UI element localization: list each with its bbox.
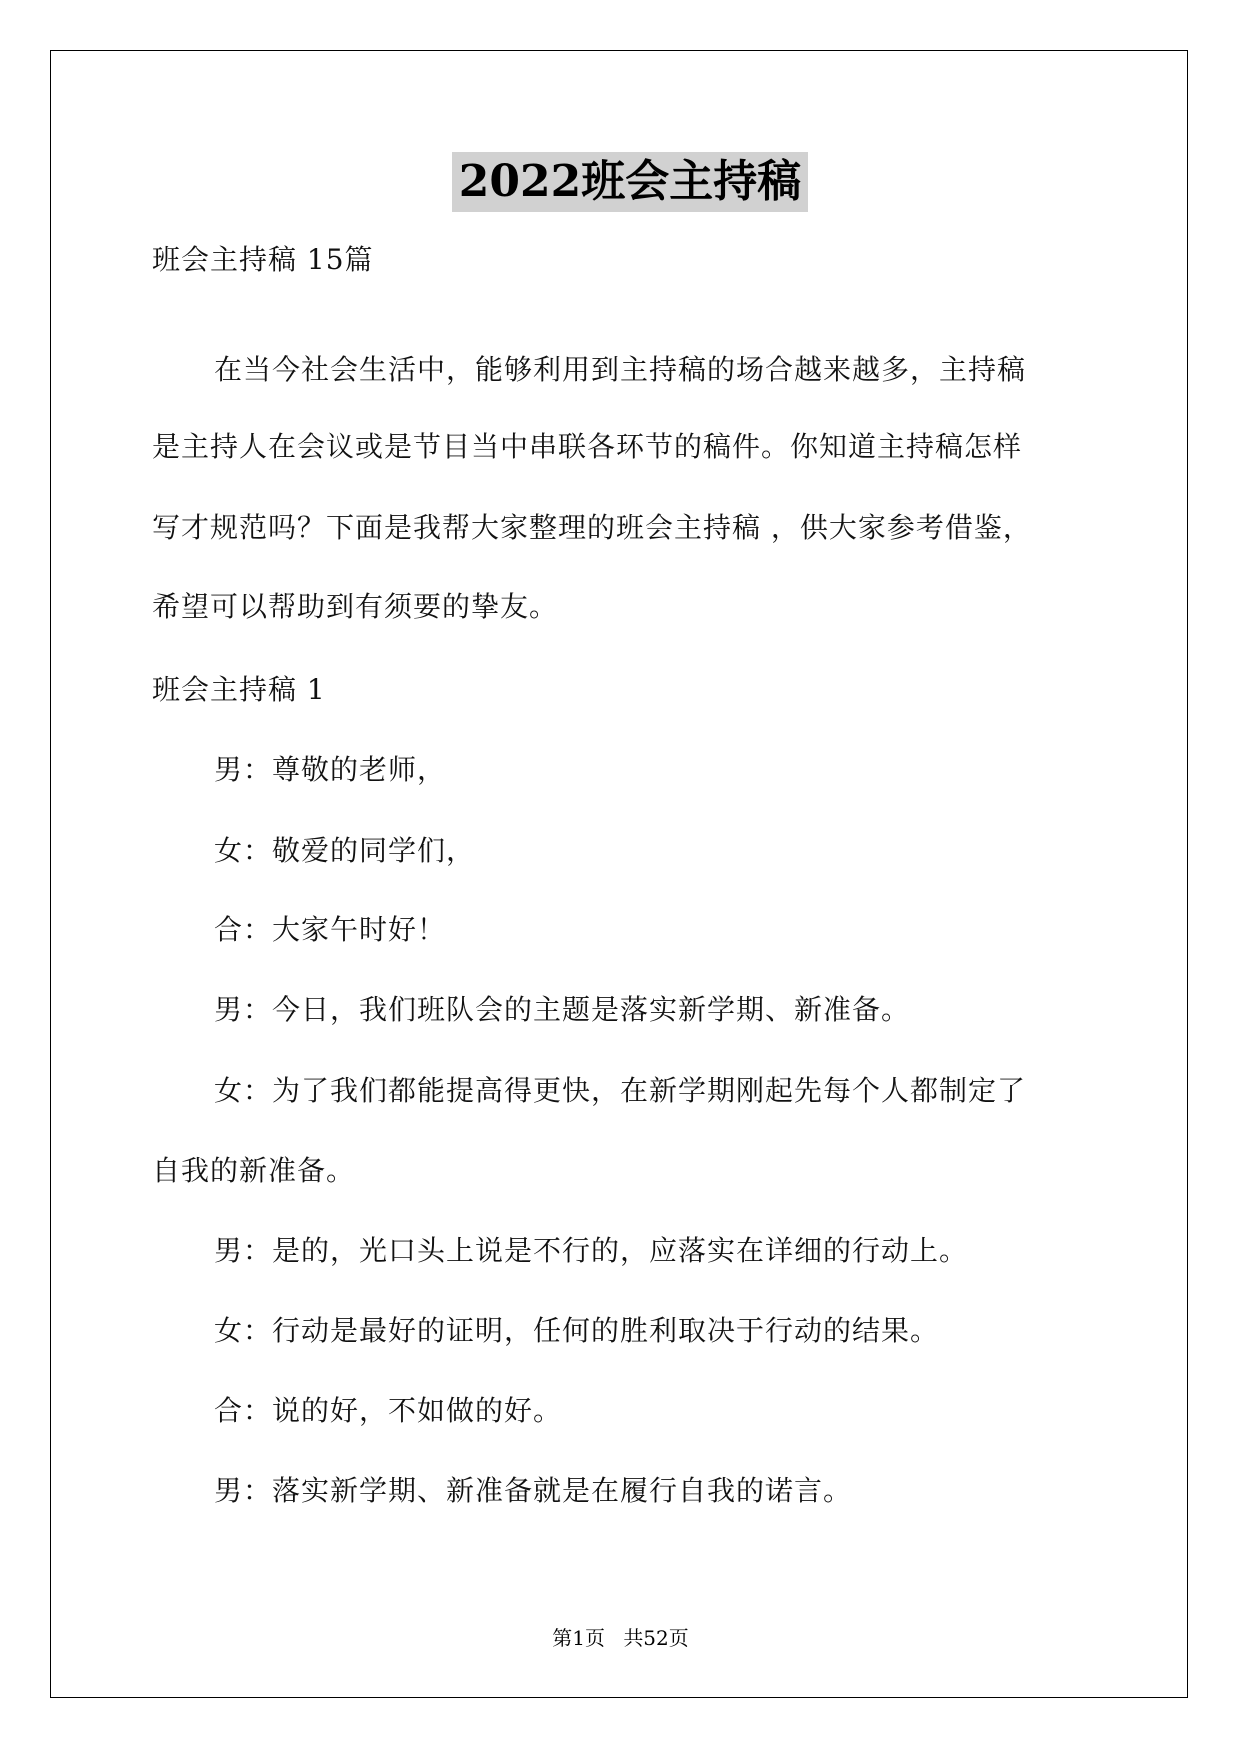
dialogue-line: 男：今日，我们班队会的主题是落实新学期、新准备。 — [214, 993, 911, 1026]
paragraph-line: 在当今社会生活中，能够利用到主持稿的场合越来越多，主持稿 — [214, 353, 1027, 386]
dialogue-line: 男：是的，光口头上说是不行的，应落实在详细的行动上。 — [214, 1234, 969, 1267]
dialogue-line: 女：敬爱的同学们， — [214, 834, 476, 867]
page-total: 共52页 — [623, 1626, 689, 1650]
paragraph-line: 写才规范吗？下面是我帮大家整理的班会主持稿 ，供大家参考借鉴， — [152, 511, 1032, 544]
paragraph-line: 希望可以帮助到有须要的挚友。 — [152, 590, 559, 623]
subtitle: 班会主持稿 15篇 — [152, 243, 374, 276]
page-number: 第1页 — [552, 1626, 605, 1650]
dialogue-line: 女：行动是最好的证明，任何的胜利取决于行动的结果。 — [214, 1314, 940, 1347]
document-title: 2022班会主持稿 — [452, 152, 808, 212]
section-heading: 班会主持稿 1 — [152, 673, 326, 706]
dialogue-line: 自我的新准备。 — [152, 1154, 356, 1187]
paragraph-line: 是主持人在会议或是节目当中串联各环节的稿件。你知道主持稿怎样 — [152, 430, 1023, 463]
dialogue-line: 女：为了我们都能提高得更快，在新学期刚起先每个人都制定了 — [214, 1074, 1027, 1107]
page-footer — [0, 1622, 1241, 1651]
dialogue-line: 男：尊敬的老师， — [214, 753, 447, 786]
dialogue-line: 合：大家午时好！ — [214, 913, 447, 946]
dialogue-line: 合：说的好，不如做的好。 — [214, 1394, 563, 1427]
dialogue-line: 男：落实新学期、新准备就是在履行自我的诺言。 — [214, 1474, 853, 1507]
page-border — [50, 50, 1188, 1698]
